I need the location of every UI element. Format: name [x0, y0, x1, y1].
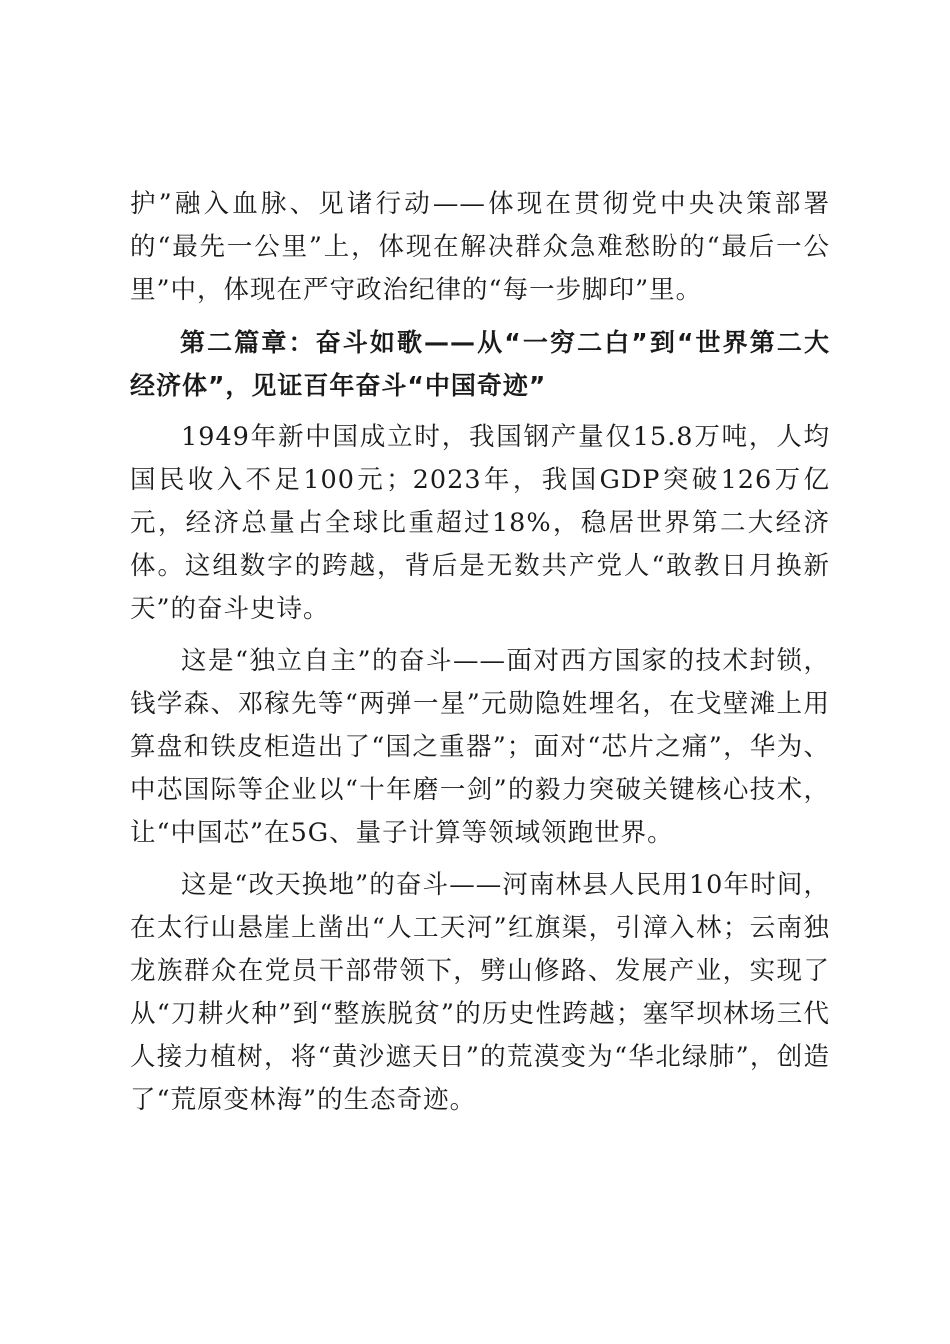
section-heading: 第二篇章：奋斗如歌——从“一穷二白”到“世界第二大经济体”，见证百年奋斗“中国奇迹” — [130, 328, 830, 400]
paragraph-economy-stats: 1949年新中国成立时，我国钢产量仅15.8万吨，人均国民收入不足100元；2023年，我国GDP突破126万亿元，经济总量占全球比重超过18%，稳居世界第二大经济体。这组数字的跨越，背后是无数共产党人“敢教日月换新天”的奋斗史诗。 — [130, 422, 830, 624]
document-body — [130, 183, 830, 1131]
paragraph-independence: 这是“独立自主”的奋斗——面对西方国家的技术封锁，钱学森、邓稼先等“两弹一星”元勋隐姓埋名，在戈壁滩上用算盘和铁皮柜造出了“国之重器”；面对“芯片之痛”，华为、中芯国际等企业以“十年磨一剑”的毅力突破关键核心技术，让“中国芯”在5G、量子计算等领域领跑世界。 — [130, 646, 830, 848]
paragraph-transformation: 这是“改天换地”的奋斗——河南林县人民用10年时间，在太行山悬崖上凿出“人工天河”红旗渠，引漳入林；云南独龙族群众在党员干部带领下，劈山修路、发展产业，实现了从“刀耕火种”到“整族脱贫”的历史性跨越；塞罕坝林场三代人接力植树，将“黄沙遮天日”的荒漠变为“华北绿肺”，创造了“荒原变林海”的生态奇迹。 — [130, 870, 830, 1115]
paragraph-continuation: 护”融入血脉、见诸行动——体现在贯彻党中央决策部署的“最先一公里”上，体现在解决群众急难愁盼的“最后一公里”中，体现在严守政治纪律的“每一步脚印”里。 — [130, 189, 830, 305]
